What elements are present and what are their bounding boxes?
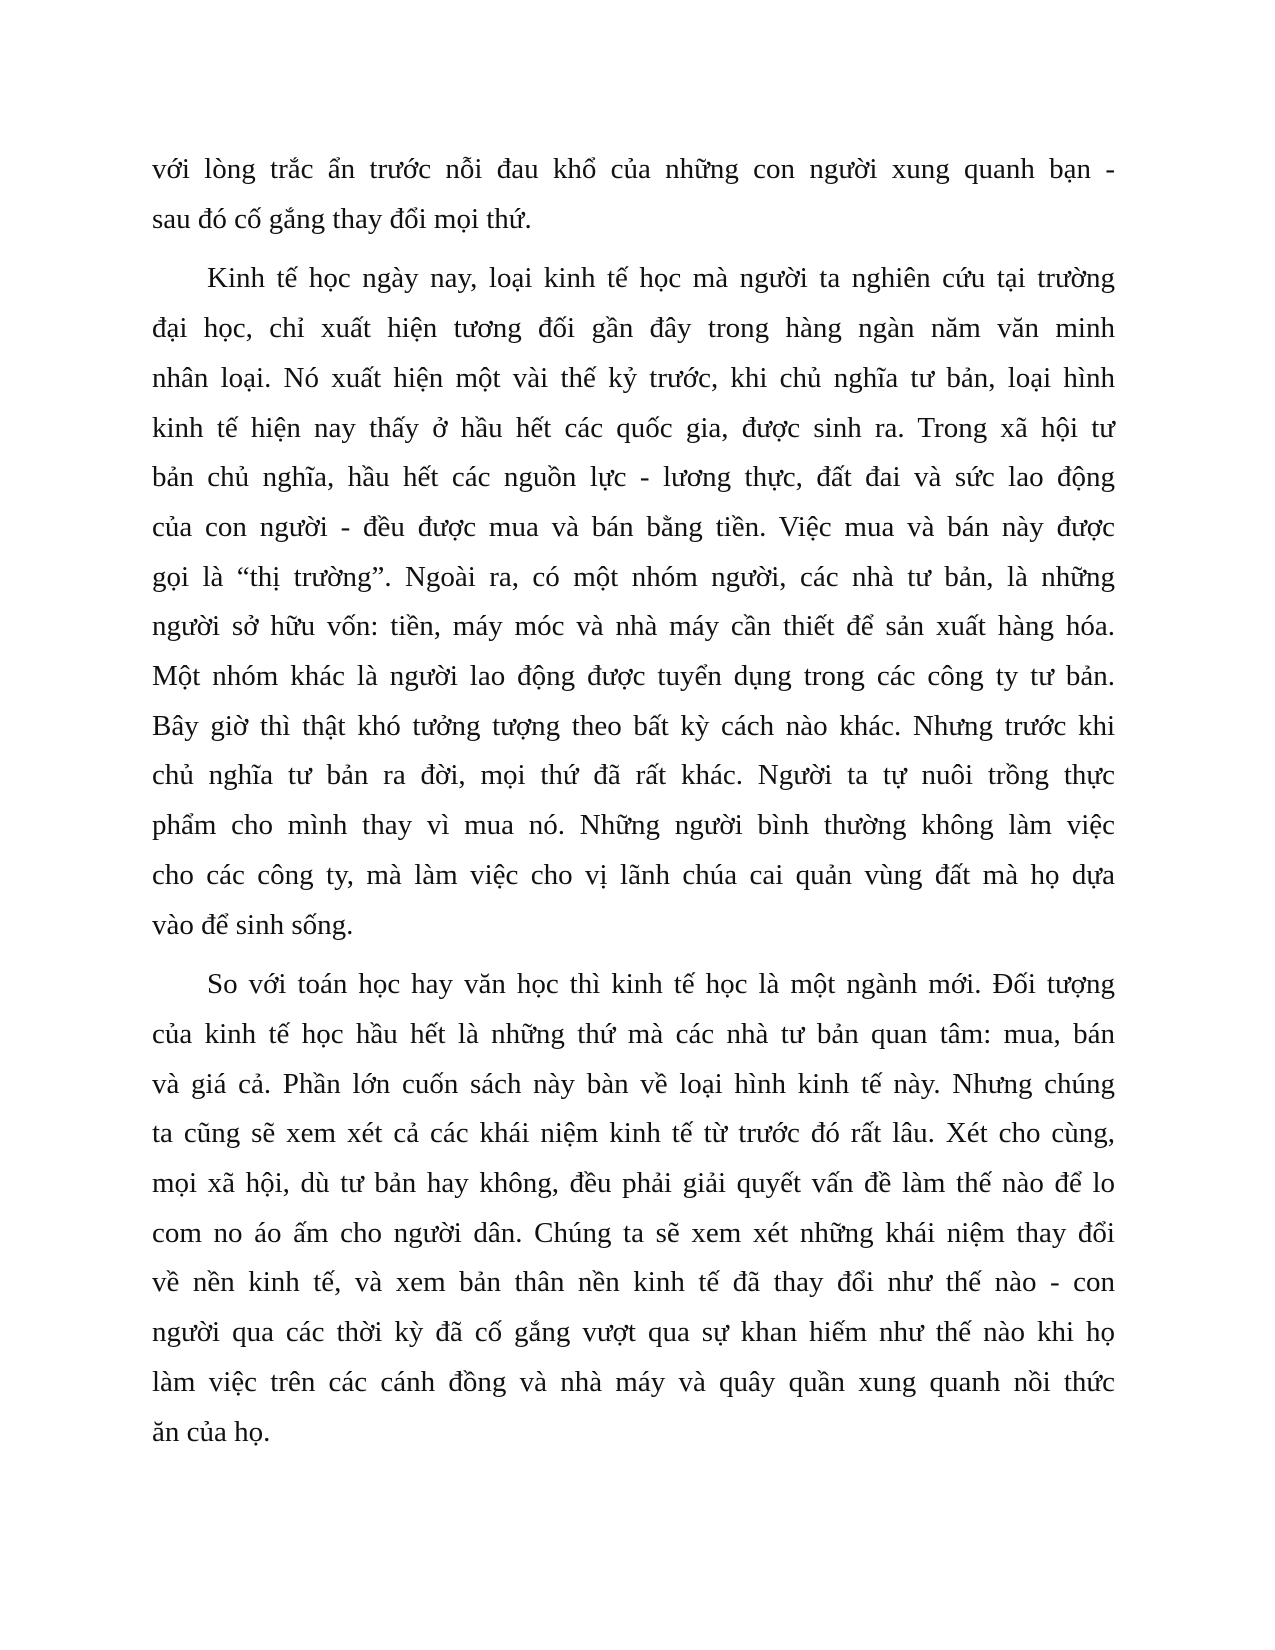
text-line: của kinh tế học hầu hết là những thứ mà các nhà tư bản quan tâm: mua, bán: [152, 1017, 1115, 1050]
text-line: Một nhóm khác là người lao động được tuyển dụng trong các công ty tư bản.: [152, 660, 1115, 693]
body-text: [152, 145, 1115, 1457]
text-line: kinh tế hiện nay thấy ở hầu hết các quốc gia, được sinh ra. Trong xã hội tư: [152, 411, 1115, 444]
text-line: mọi xã hội, dù tư bản hay không, đều phải giải quyết vấn đề làm thế nào để lo: [152, 1167, 1115, 1200]
text-line: cho các công ty, mà làm việc cho vị lãnh chúa cai quản vùng đất mà họ dựa: [152, 858, 1115, 891]
text-line: ăn của họ.: [152, 1415, 271, 1448]
text-line: sau đó cố gắng thay đổi mọi thứ.: [152, 202, 532, 235]
text-line: So với toán học hay văn học thì kinh tế học là một ngành mới. Đối tượng: [207, 968, 1115, 1001]
text-line: com no áo ấm cho người dân. Chúng ta sẽ xem xét những khái niệm thay đổi: [152, 1216, 1115, 1249]
text-line: và giá cả. Phần lớn cuốn sách này bàn về loại hình kinh tế này. Nhưng chúng: [152, 1067, 1115, 1100]
text-line: với lòng trắc ẩn trước nỗi đau khổ của những con người xung quanh bạn -: [152, 153, 1115, 185]
text-line: chủ nghĩa tư bản ra đời, mọi thứ đã rất khác. Người ta tự nuôi trồng thực: [152, 759, 1115, 792]
text-line: phẩm cho mình thay vì mua nó. Những người bình thường không làm việc: [152, 809, 1115, 842]
text-line: Kinh tế học ngày nay, loại kinh tế học mà người ta nghiên cứu tại trường: [207, 262, 1115, 295]
text-line: nhân loại. Nó xuất hiện một vài thế kỷ trước, khi chủ nghĩa tư bản, loại hình: [152, 361, 1115, 394]
text-line: về nền kinh tế, và xem bản thân nền kinh tế đã thay đổi như thế nào - con: [152, 1266, 1115, 1299]
paragraph: [152, 145, 1115, 244]
text-line: gọi là “thị trường”. Ngoài ra, có một nhóm người, các nhà tư bản, là những: [152, 560, 1115, 593]
text-line: ta cũng sẽ xem xét cả các khái niệm kinh tế từ trước đó rất lâu. Xét cho cùng,: [152, 1117, 1115, 1150]
text-line: người qua các thời kỳ đã cố gắng vượt qua sự khan hiếm như thế nào khi họ: [152, 1316, 1115, 1349]
text-line: vào để sinh sống.: [152, 908, 354, 941]
text-line: đại học, chỉ xuất hiện tương đối gần đây trong hàng ngàn năm văn minh: [152, 312, 1115, 345]
text-line: của con người - đều được mua và bán bằng tiền. Việc mua và bán này được: [152, 510, 1115, 543]
paragraph: [152, 254, 1115, 950]
text-line: làm việc trên các cánh đồng và nhà máy và quây quần xung quanh nồi thức: [152, 1365, 1115, 1398]
text-line: Bây giờ thì thật khó tưởng tượng theo bất kỳ cách nào khác. Nhưng trước khi: [152, 709, 1115, 742]
text-line: bản chủ nghĩa, hầu hết các nguồn lực - lương thực, đất đai và sức lao động: [152, 461, 1115, 494]
text-line: người sở hữu vốn: tiền, máy móc và nhà máy cần thiết để sản xuất hàng hóa.: [152, 610, 1115, 643]
paragraph: [152, 960, 1115, 1457]
